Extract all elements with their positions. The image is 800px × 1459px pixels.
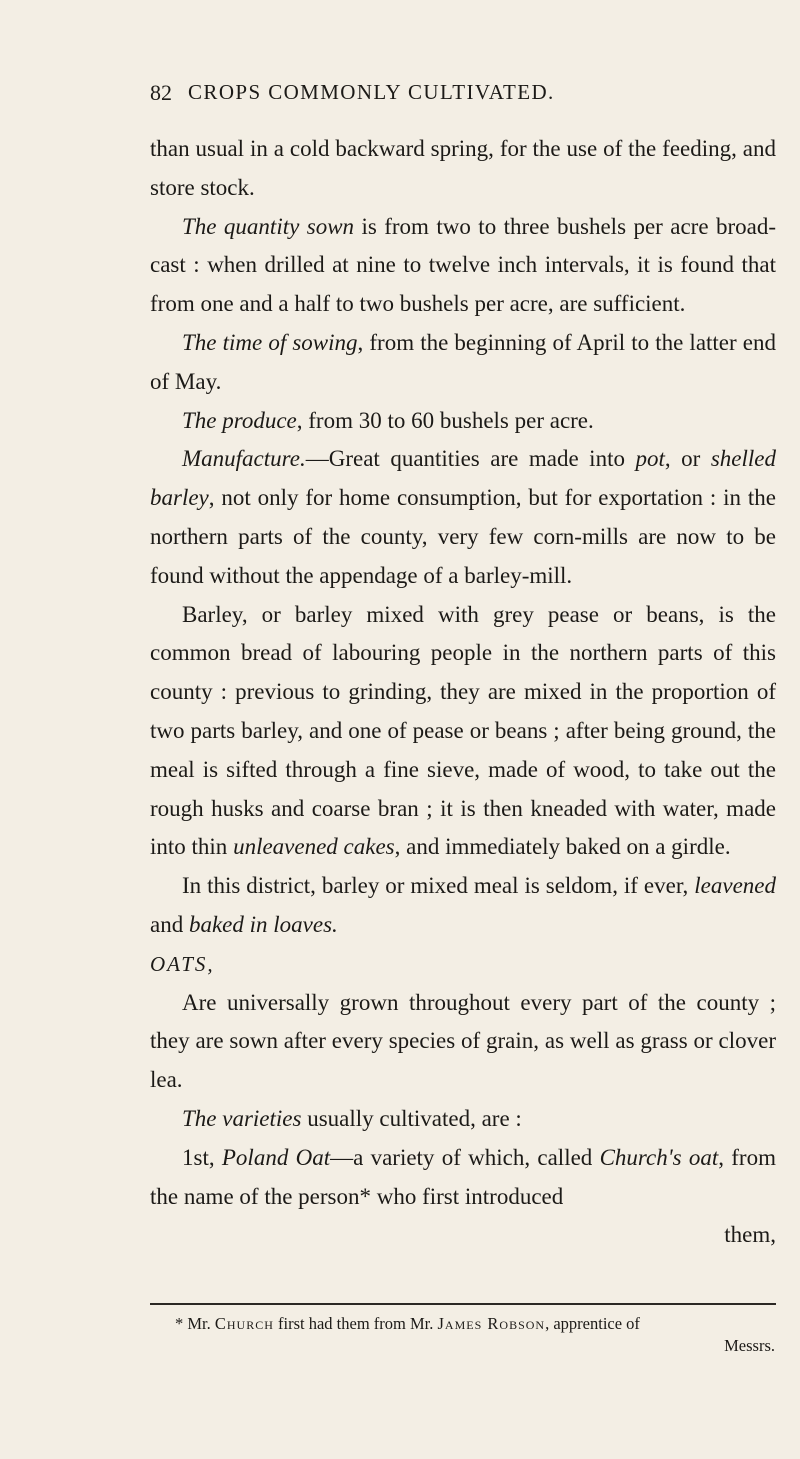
paragraph-manufacture [150,440,776,595]
paragraph-poland-oat [150,1139,776,1217]
churchs-oat-term: Church's oat [599,1144,719,1170]
footnote-catchword: Messrs. [724,1336,775,1355]
bread-text-b: , and immediately baked on a girdle. [394,834,731,860]
footnote-line [175,1313,775,1335]
manufacture-text-a: —Great quantities are made into [305,446,636,472]
footnote-church: Church [214,1314,274,1333]
footnote-robson: James Robson [437,1314,546,1333]
manufacture-text-b: , or [664,446,711,472]
paragraph-quantity-sown [150,208,776,324]
page-body [150,130,776,1255]
paragraph-bread [150,596,776,868]
paragraph-varieties [150,1100,776,1139]
bread-text-a: Barley, or barley mixed with grey pease or beans, is the common bread of labouring people in the northern parts of this county : previous to grinding, they are mixed in the proportion of two parts barley, and one of pease or beans ; after being ground, the meal is sifted through a fine sieve, made of wood, to take out the rough husks and coarse bran ; it is then kneaded with water, made into thin [150,601,776,860]
leavened-term: leavened [694,873,776,899]
paragraph-oats: Are universally grown throughout every part of the county ; they are sown after every species of grain, as well as grass or clover lea. [150,989,776,1093]
varieties-label: The varieties [182,1105,302,1131]
poland-text-a: 1st, [182,1144,222,1170]
quantity-text: is from two to three bushels per acre broad-cast : when drilled at nine to twelve inch intervals, it is found that from one and a half to two bushels per acre, are sufficient. [150,213,776,317]
poland-text-c: , from the name of the person* who first introduced [150,1144,776,1209]
paragraph-1: than usual in a cold backward spring, for the use of the feeding, and store stock. [150,136,776,200]
manufacture-text-c: , not only for home consumption, but for exportation : in the northern parts of the county, very few corn-mills are now to be found without the appendage of a barley-mill. [150,485,776,588]
unleavened-term: unleavened cakes [233,834,395,860]
time-text: , from the beginning of April to the latter end of May. [150,329,777,394]
manufacture-label: Manufacture. [182,446,306,472]
produce-label: The produce [182,407,297,433]
footnote-text-a: * Mr. [175,1314,215,1333]
shelled-barley-term: shelled barley [150,446,776,511]
poland-oat-term: Poland Oat [221,1144,331,1170]
quantity-label: The quantity sown [182,213,355,239]
footnote-text-c: , apprentice of [545,1314,640,1333]
paragraph-district [150,867,776,945]
footnote-rule [150,1303,776,1305]
running-head: CROPS COMMONLY CULTIVATED. [188,80,555,104]
produce-text: , from 30 to 60 bushels per acre. [296,407,594,433]
baked-term: baked in loaves. [188,911,338,937]
section-heading-oats: OATS, [150,951,215,976]
page-number: 82 [150,80,172,105]
varieties-text: usually cultivated, are : [301,1105,522,1131]
poland-text-b: —a variety of which, called [330,1144,600,1170]
district-text-a: In this district, barley or mixed meal is seldom, if ever, [182,873,695,899]
paragraph-produce [150,402,776,441]
pot-term: pot [635,446,665,472]
district-text-b: and [150,911,189,937]
footnote-text-b: first had them from Mr. [273,1314,438,1333]
catchword: them, [724,1222,776,1248]
paragraph-time-of-sowing [150,324,776,402]
footnote [175,1313,775,1357]
time-label: The time of sowing [182,329,358,355]
